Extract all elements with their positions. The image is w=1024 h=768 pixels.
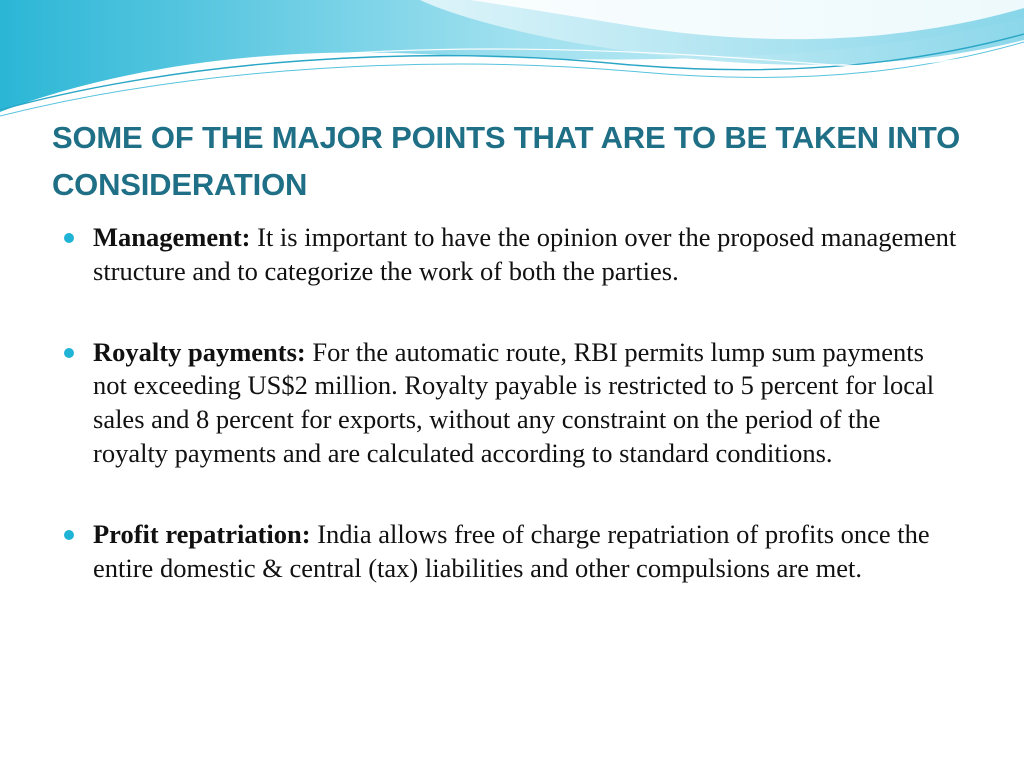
bullet-profit-repatriation (62, 518, 962, 586)
bullet-term: Management: (93, 222, 251, 252)
header-wave-decoration (0, 0, 1024, 120)
bullet-text: India allows free of charge repatriation of profits once the entire domestic & central (tax) liabilities and other compulsions are met. (93, 518, 930, 583)
slide-title: SOME OF THE MAJOR POINTS THAT ARE TO BE TAKEN INTO CONSIDERATION (52, 120, 960, 202)
bullet-marker-icon (64, 348, 74, 358)
bullet-text: For the automatic route, RBI permits lump sum payments not exceeding US$2 million. Royalty payable is restricted to 5 percent for local sales and 8 percent for exports, without any constraint on the period of the royalty payments and are calculated according to standard conditions. (93, 336, 935, 468)
bullet-term: Royalty payments: (93, 336, 306, 367)
bullet-term: Profit repatriation: (93, 518, 311, 549)
bullet-list (62, 221, 962, 585)
bullet-text: It is important to have the opinion over the proposed management structure and to categorize the work of both the parties. (93, 222, 957, 286)
bullet-management (62, 221, 962, 289)
bullet-marker-icon (64, 233, 74, 243)
bullet-royalty-payments (62, 336, 962, 471)
bullet-marker-icon (64, 530, 74, 540)
